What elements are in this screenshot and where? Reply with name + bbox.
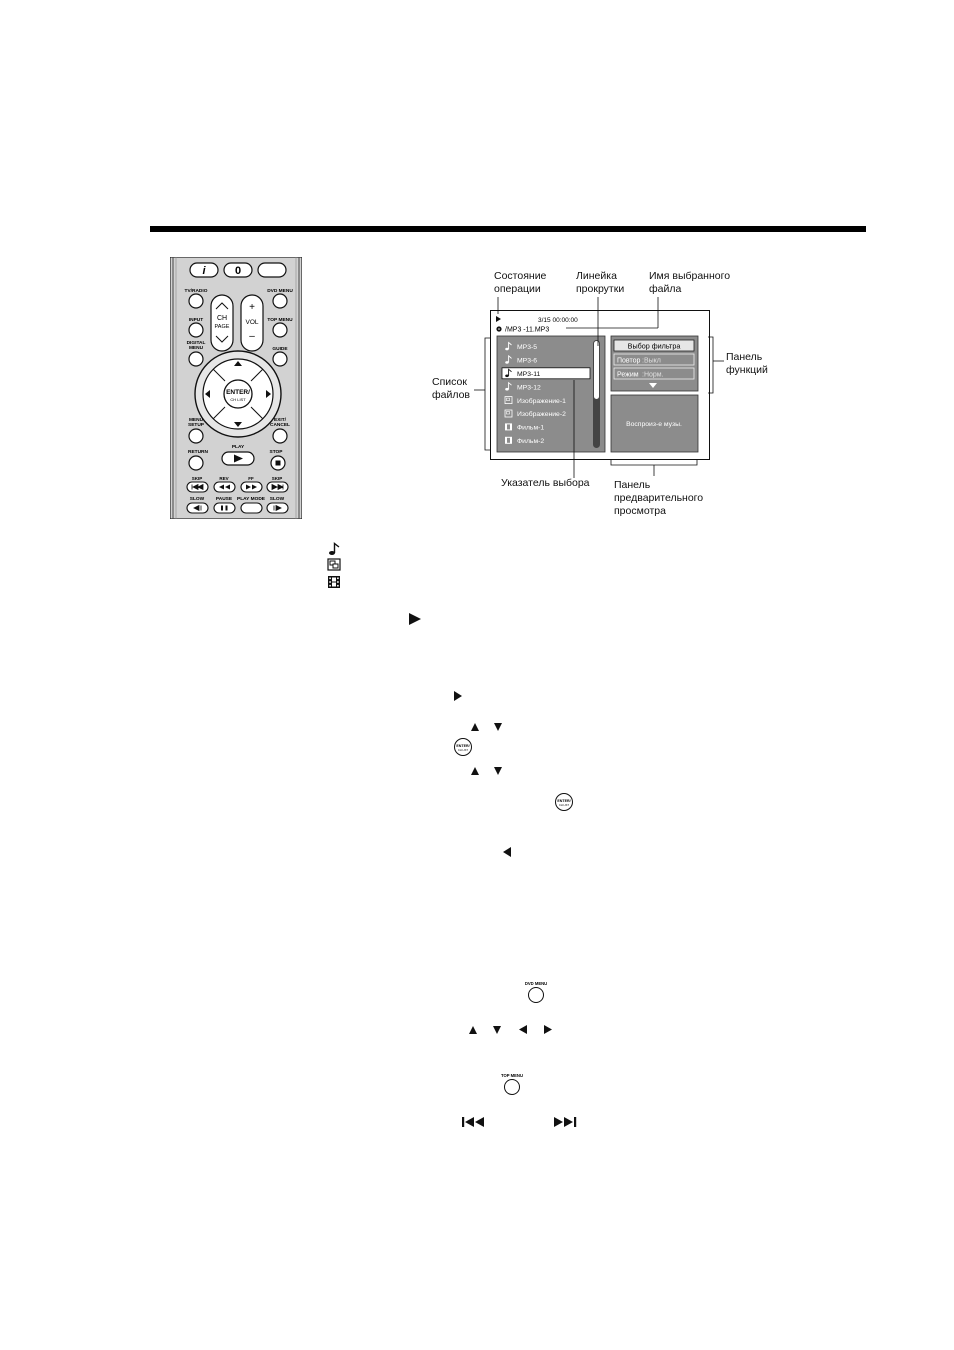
enter-button-icon	[554, 792, 574, 812]
rewind-button[interactable]	[214, 482, 235, 492]
section-rule	[150, 226, 866, 232]
svg-text:DVD MENU: DVD MENU	[524, 981, 548, 986]
exit-cancel-button[interactable]	[273, 429, 287, 443]
fast-forward-button[interactable]	[241, 482, 262, 492]
menu-setup-button[interactable]	[189, 429, 203, 443]
status-time: 3/15 00:00:00	[538, 317, 578, 324]
callout-selection-pointer: Указатель выбора	[501, 477, 590, 489]
callout-scroll-bar: Линейка прокрутки	[576, 270, 625, 295]
svg-text:CH LIST: CH LIST	[559, 804, 569, 807]
enter-button-icon	[453, 737, 473, 757]
page-label: PAGE	[214, 324, 230, 330]
play-arrow-icon	[408, 612, 422, 626]
filter-select-label: Выбор фильтра	[627, 341, 681, 351]
mode-label: Режим	[617, 371, 639, 379]
music-note-icon	[327, 542, 341, 556]
input-button[interactable]	[189, 323, 203, 337]
ch-list-label: CH LIST	[230, 397, 246, 402]
play-arrow-small-icon	[453, 690, 463, 702]
top-menu-label: TOP MENU	[267, 318, 293, 323]
vol-minus-label: –	[249, 331, 255, 342]
enter-label: ENTER/	[226, 389, 250, 396]
guide-label: GUIDE	[272, 347, 288, 352]
film-icon	[327, 575, 341, 589]
stop-label: STOP	[269, 450, 283, 455]
svg-text:CH LIST: CH LIST	[458, 749, 468, 752]
guide-button[interactable]	[273, 352, 287, 366]
menu-setup-label: MENU SETUP	[188, 418, 204, 428]
file-list-item-label: Фильм-2	[517, 438, 545, 445]
selected-file-name: /MP3 -11.MP3	[505, 326, 550, 334]
return-label: RETURN	[188, 450, 208, 455]
file-list-item-label: MP3-5	[517, 344, 538, 352]
file-list-item-label: Изображение-2	[517, 411, 566, 419]
top-menu-button-icon	[498, 1072, 526, 1096]
dvd-menu-label: DVD MENU	[267, 289, 293, 294]
mode-value: :Норм.	[642, 371, 664, 379]
repeat-value: :Выкл	[642, 357, 661, 365]
remote-control-illustration	[170, 257, 302, 519]
blank-oval-button[interactable]	[258, 263, 286, 277]
skip-left-label: SKIP	[191, 476, 203, 481]
play-mode-label: PLAY MODE	[237, 497, 265, 502]
ff-label: FF	[248, 476, 254, 481]
play-mode-button[interactable]	[241, 503, 262, 513]
dvd-menu-button[interactable]	[273, 294, 287, 308]
info-button-label: i	[202, 265, 206, 277]
up-arrow-icon	[470, 722, 480, 732]
slow-right-label: SLOW	[269, 497, 285, 502]
tv-radio-label: TV/RADIO	[184, 289, 208, 294]
svg-text:ENTER/: ENTER/	[557, 799, 571, 803]
callout-preview-panel: Панель предварительного просмотра	[614, 479, 704, 517]
callout-file-list: Список файлов	[432, 376, 471, 401]
file-list-item-label: MP3-12	[517, 384, 541, 392]
up-arrow-icon	[468, 1025, 478, 1035]
pause-icon	[221, 506, 223, 511]
down-arrow-icon	[493, 766, 503, 776]
down-arrow-icon	[492, 1025, 502, 1035]
digital-menu-button[interactable]	[189, 352, 203, 366]
file-list-item-label: Фильм-1	[517, 424, 545, 432]
up-arrow-icon	[470, 766, 480, 776]
picture-icon	[327, 558, 341, 571]
zero-button-label: 0	[234, 265, 242, 277]
callout-function-panel: Панель функций	[726, 351, 768, 376]
callout-selected-file-name: Имя выбранного файла	[649, 270, 731, 295]
stop-icon	[276, 461, 281, 466]
return-button[interactable]	[189, 456, 203, 470]
left-arrow-icon	[501, 846, 513, 858]
pause-label: PAUSE	[215, 497, 233, 502]
exit-cancel-label: EXIT/ CANCEL	[270, 418, 290, 428]
callout-operation-status: Состояние операции	[494, 270, 547, 295]
digital-menu-label: DIGITAL MENU	[186, 341, 206, 351]
skip-back-icon	[461, 1116, 489, 1128]
preview-text: Воспроиз-е музы.	[626, 421, 682, 428]
play-label: PLAY	[231, 445, 245, 450]
right-arrow-icon	[543, 1024, 554, 1035]
dvd-menu-button-icon	[522, 980, 550, 1004]
skip-right-label: SKIP	[271, 476, 283, 481]
rev-label: REV	[219, 476, 229, 481]
left-arrow-icon	[517, 1024, 528, 1035]
skip-forward-icon	[553, 1116, 579, 1128]
slow-left-label: SLOW	[189, 497, 205, 502]
file-list-item-label: MP3-11	[517, 371, 541, 378]
svg-text:TOP MENU: TOP MENU	[501, 1073, 523, 1078]
svg-text:ENTER/: ENTER/	[456, 744, 470, 748]
down-arrow-icon	[493, 722, 503, 732]
input-label: INPUT	[188, 318, 204, 323]
pause-button[interactable]	[214, 503, 235, 513]
file-list-item-label: MP3-6	[517, 357, 538, 365]
top-menu-button[interactable]	[273, 323, 287, 337]
repeat-label: Повтор	[617, 357, 641, 365]
tv-radio-button[interactable]	[189, 294, 203, 308]
ch-label: CH	[216, 315, 228, 322]
vol-label: VOL	[245, 319, 259, 326]
vol-plus-label: +	[249, 302, 255, 313]
file-list-item-label: Изображение-1	[517, 397, 566, 405]
